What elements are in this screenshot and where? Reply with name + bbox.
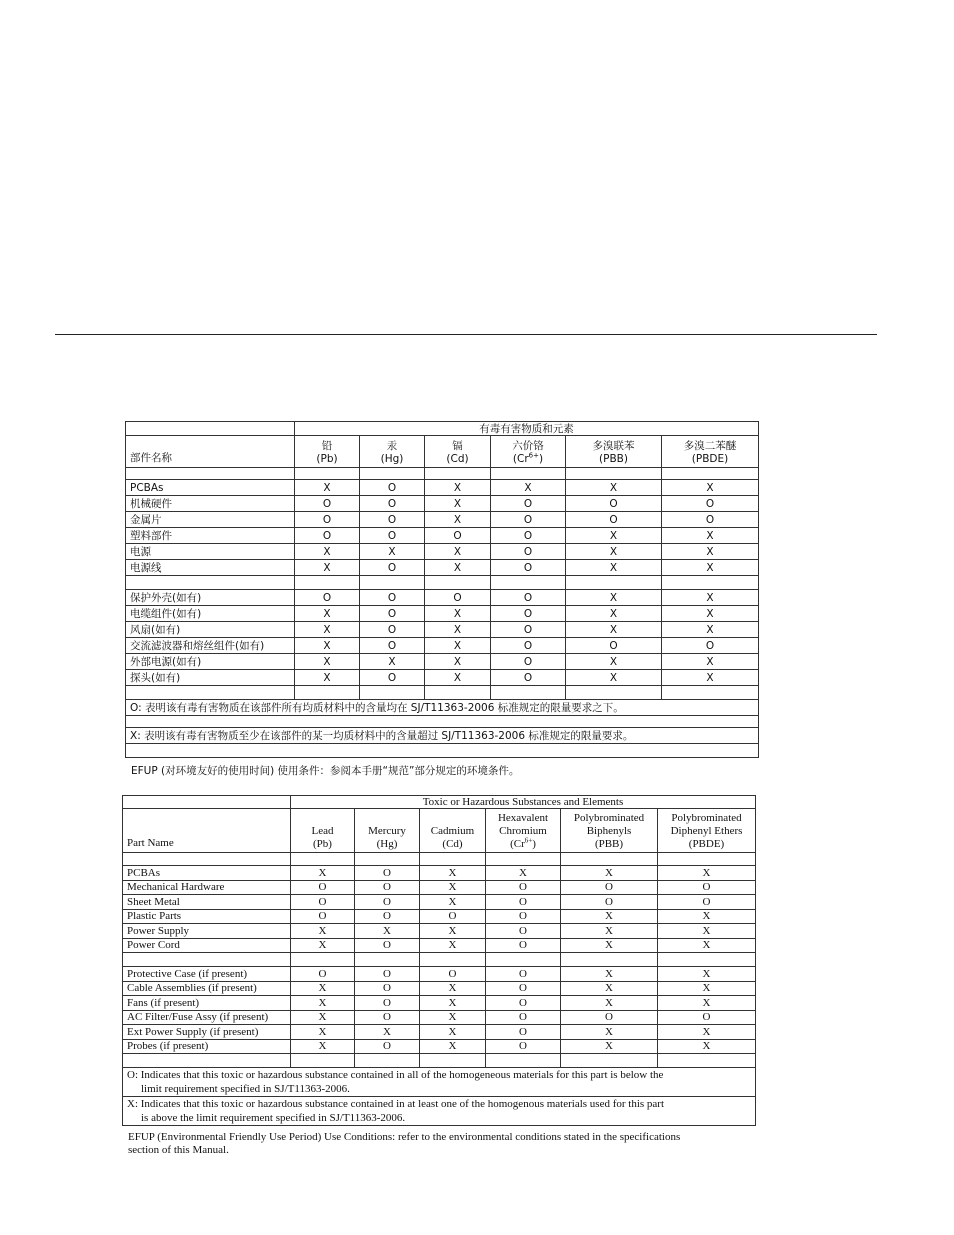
substance-value-cell: X [561, 1039, 658, 1054]
efup-note-chinese: EFUP (对环境友好的使用时间) 使用条件：参阅本手册“规范”部分规定的环境条件。 [131, 765, 520, 777]
substance-value-cell: X [662, 590, 759, 606]
substance-value-cell: O [360, 496, 425, 512]
substance-value-cell: X [566, 606, 662, 622]
corner-cell [126, 422, 295, 436]
substance-value-cell: O [291, 895, 355, 910]
substance-value-cell: O [360, 590, 425, 606]
part-name-cell: 电源 [126, 544, 295, 560]
substance-value-cell: O [561, 895, 658, 910]
substance-value-cell: O [295, 528, 360, 544]
substance-value-cell: O [425, 528, 491, 544]
substance-value-cell: X [662, 654, 759, 670]
table-row [123, 981, 756, 996]
note-x: X: Indicates that this toxic or hazardous substance contained in at least one of the homogenous materials used for this part is above the limit requirement specified in SJ/T11363-2006. [123, 1097, 756, 1126]
substance-value-cell: X [566, 590, 662, 606]
substance-value-cell: O [360, 560, 425, 576]
note-o: O: 表明该有毒有害物质在该部件所有均质材料中的含量均在 SJ/T11363-2006 标准规定的限量要求之下。 [126, 700, 759, 716]
part-name-cell: 探头(如有) [126, 670, 295, 686]
substance-value-cell: O [355, 866, 420, 881]
substance-value-cell: X [295, 654, 360, 670]
substance-value-cell: O [491, 638, 566, 654]
table-row [126, 512, 759, 528]
substance-value-cell: X [360, 544, 425, 560]
table-row [126, 544, 759, 560]
substance-value-cell: X [295, 544, 360, 560]
table-row [126, 638, 759, 654]
substance-value-cell: O [360, 528, 425, 544]
part-name-cell: 机械硬件 [126, 496, 295, 512]
substance-value-cell: O [491, 512, 566, 528]
substance-value-cell: X [420, 981, 486, 996]
column-header-pbb: 多溴联苯 (PBB) [566, 436, 662, 468]
substance-value-cell: X [420, 996, 486, 1011]
table-row [123, 880, 756, 895]
corner-cell [123, 796, 291, 809]
substance-value-cell: X [658, 909, 756, 924]
substance-value-cell: X [662, 480, 759, 496]
part-name-cell: 交流滤波器和熔丝组件(如有) [126, 638, 295, 654]
substance-value-cell: O [291, 967, 355, 982]
table-row [123, 895, 756, 910]
substance-value-cell: O [355, 1010, 420, 1025]
part-name-cell: 塑料部件 [126, 528, 295, 544]
spacer-row [126, 744, 759, 758]
substance-value-cell: O [561, 1010, 658, 1025]
substance-value-cell: O [295, 590, 360, 606]
part-name-cell: 电缆组件(如有) [126, 606, 295, 622]
spacer-row [126, 468, 759, 480]
substance-value-cell: O [658, 895, 756, 910]
substance-value-cell: X [566, 480, 662, 496]
substance-value-cell: O [360, 512, 425, 528]
substance-value-cell: X [291, 996, 355, 1011]
substance-value-cell: X [662, 622, 759, 638]
substance-value-cell: X [291, 1039, 355, 1054]
column-header-lead: Lead (Pb) [291, 809, 355, 853]
spacer-row [123, 953, 756, 967]
substance-value-cell: X [662, 606, 759, 622]
part-name-cell: Sheet Metal [123, 895, 291, 910]
substance-value-cell: X [561, 866, 658, 881]
substance-value-cell: X [658, 1025, 756, 1040]
substance-value-cell: X [486, 866, 561, 881]
table-row [126, 528, 759, 544]
substance-value-cell: X [420, 1010, 486, 1025]
substance-value-cell: X [295, 560, 360, 576]
substance-value-cell: X [420, 895, 486, 910]
table-row [126, 654, 759, 670]
substance-value-cell: X [658, 866, 756, 881]
substance-value-cell: X [658, 1039, 756, 1054]
substance-value-cell: X [420, 880, 486, 895]
substance-value-cell: X [420, 1025, 486, 1040]
column-header-pbde: Polybrominated Diphenyl Ethers (PBDE) [658, 809, 756, 853]
table-row [126, 590, 759, 606]
part-name-cell: 金属片 [126, 512, 295, 528]
substance-value-cell: X [561, 909, 658, 924]
substance-value-cell: X [425, 606, 491, 622]
rohs-table-english [122, 795, 756, 1126]
substance-value-cell: X [295, 670, 360, 686]
part-name-cell: 风扇(如有) [126, 622, 295, 638]
substance-value-cell: X [561, 1025, 658, 1040]
substance-value-cell: O [295, 496, 360, 512]
part-name-cell: PCBAs [126, 480, 295, 496]
table-row [123, 1025, 756, 1040]
part-name-cell: 电源线 [126, 560, 295, 576]
substance-value-cell: O [491, 670, 566, 686]
substance-value-cell: X [291, 866, 355, 881]
substance-value-cell: O [662, 512, 759, 528]
substance-value-cell: X [658, 938, 756, 953]
substance-value-cell: O [486, 1025, 561, 1040]
substance-value-cell: O [491, 654, 566, 670]
substance-value-cell: O [355, 938, 420, 953]
part-name-cell: Probes (if present) [123, 1039, 291, 1054]
table-row [123, 866, 756, 881]
substance-value-cell: X [355, 1025, 420, 1040]
substance-value-cell: X [561, 938, 658, 953]
substance-value-cell: O [355, 967, 420, 982]
substance-value-cell: X [561, 924, 658, 939]
table-row [126, 606, 759, 622]
substance-value-cell: O [491, 544, 566, 560]
part-name-cell: Protective Case (if present) [123, 967, 291, 982]
substance-value-cell: X [295, 606, 360, 622]
substance-value-cell: X [658, 967, 756, 982]
part-name-cell: Power Cord [123, 938, 291, 953]
column-header-pb: 铅 (Pb) [295, 436, 360, 468]
substance-value-cell: O [291, 880, 355, 895]
substance-value-cell: O [295, 512, 360, 528]
substance-value-cell: X [420, 866, 486, 881]
column-header-mercury: Mercury (Hg) [355, 809, 420, 853]
efup-note-english: EFUP (Environmental Friendly Use Period) Use Conditions: refer to the environmental conditions stated in the specifications section of this Manual. [128, 1131, 681, 1156]
substance-value-cell: X [662, 528, 759, 544]
substance-value-cell: X [355, 924, 420, 939]
substance-value-cell: X [291, 924, 355, 939]
part-name-cell: Mechanical Hardware [123, 880, 291, 895]
table-row [126, 670, 759, 686]
substance-value-cell: O [360, 606, 425, 622]
column-header-chromium: Hexavalent Chromium $(Cr^{6+})$ [486, 809, 561, 853]
table-row [123, 924, 756, 939]
substance-value-cell: O [491, 560, 566, 576]
group-header: 有毒有害物质和元素 [295, 422, 759, 436]
column-header-cadmium: Cadmium (Cd) [420, 809, 486, 853]
substance-value-cell: O [486, 981, 561, 996]
substance-value-cell: X [566, 528, 662, 544]
substance-value-cell: O [491, 590, 566, 606]
substance-value-cell: X [658, 996, 756, 1011]
substance-value-cell: O [355, 880, 420, 895]
substance-value-cell: X [566, 560, 662, 576]
substance-value-cell: O [486, 880, 561, 895]
substance-value-cell: O [486, 909, 561, 924]
substance-value-cell: X [291, 981, 355, 996]
column-header-pbde: 多溴二苯醚 (PBDE) [662, 436, 759, 468]
substance-value-cell: X [658, 924, 756, 939]
column-header-cd: 镉 (Cd) [425, 436, 491, 468]
substance-value-cell: O [360, 670, 425, 686]
substance-value-cell: X [291, 1010, 355, 1025]
part-name-cell: PCBAs [123, 866, 291, 881]
substance-value-cell: X [566, 670, 662, 686]
substance-value-cell: O [561, 880, 658, 895]
substance-value-cell: X [662, 560, 759, 576]
substance-value-cell: X [566, 622, 662, 638]
substance-value-cell: X [561, 967, 658, 982]
substance-value-cell: X [566, 654, 662, 670]
substance-value-cell: X [425, 480, 491, 496]
substance-value-cell: X [425, 560, 491, 576]
part-name-cell: Power Supply [123, 924, 291, 939]
column-header-pbb: Polybrominated Biphenyls (PBB) [561, 809, 658, 853]
part-name-header: 部件名称 [126, 436, 295, 468]
spacer-row [126, 576, 759, 590]
substance-value-cell: O [420, 909, 486, 924]
substance-value-cell: O [486, 895, 561, 910]
substance-value-cell: X [425, 512, 491, 528]
table-row [123, 938, 756, 953]
substance-value-cell: X [295, 622, 360, 638]
substance-value-cell: X [561, 996, 658, 1011]
substance-value-cell: O [355, 1039, 420, 1054]
part-name-cell: Ext Power Supply (if present) [123, 1025, 291, 1040]
substance-value-cell: X [425, 622, 491, 638]
substance-value-cell: X [420, 924, 486, 939]
substance-value-cell: X [662, 670, 759, 686]
part-name-cell: Cable Assemblies (if present) [123, 981, 291, 996]
table-row [126, 622, 759, 638]
part-name-cell: 保护外壳(如有) [126, 590, 295, 606]
table-row [123, 996, 756, 1011]
table-row [123, 1039, 756, 1054]
substance-value-cell: X [420, 1039, 486, 1054]
substance-value-cell: X [295, 638, 360, 654]
substance-value-cell: O [566, 638, 662, 654]
column-header-hg: 汞 (Hg) [360, 436, 425, 468]
substance-value-cell: X [662, 544, 759, 560]
substance-value-cell: O [491, 496, 566, 512]
substance-value-cell: X [425, 544, 491, 560]
substance-value-cell: O [425, 590, 491, 606]
substance-value-cell: X [566, 544, 662, 560]
substance-value-cell: O [662, 496, 759, 512]
note-o: O: Indicates that this toxic or hazardous substance contained in all of the homogeneous materials for this part is below the limit requirement specified in SJ/T11363-2006. [123, 1068, 756, 1097]
substance-value-cell: X [420, 938, 486, 953]
substance-value-cell: X [291, 938, 355, 953]
substance-value-cell: X [425, 670, 491, 686]
substance-value-cell: O [355, 895, 420, 910]
substance-value-cell: O [491, 528, 566, 544]
part-name-cell: 外部电源(如有) [126, 654, 295, 670]
table-row [123, 967, 756, 982]
substance-value-cell: O [360, 480, 425, 496]
table-row [126, 480, 759, 496]
substance-value-cell: X [491, 480, 566, 496]
substance-value-cell: O [658, 880, 756, 895]
horizontal-rule [55, 334, 877, 335]
substance-value-cell: O [491, 606, 566, 622]
substance-value-cell: O [566, 496, 662, 512]
substance-value-cell: X [561, 981, 658, 996]
substance-value-cell: O [491, 622, 566, 638]
substance-value-cell: O [486, 1039, 561, 1054]
note-x: X: 表明该有毒有害物质至少在该部件的某一均质材料中的含量超过 SJ/T11363-2006 标准规定的限量要求。 [126, 728, 759, 744]
table-row [126, 560, 759, 576]
spacer-row [126, 716, 759, 728]
substance-value-cell: X [295, 480, 360, 496]
substance-value-cell: O [355, 981, 420, 996]
substance-value-cell: O [486, 924, 561, 939]
substance-value-cell: X [425, 654, 491, 670]
substance-value-cell: O [486, 967, 561, 982]
part-name-cell: Plastic Parts [123, 909, 291, 924]
part-name-header: Part Name [123, 809, 291, 853]
substance-value-cell: O [486, 1010, 561, 1025]
spacer-row [123, 1054, 756, 1068]
table-row [126, 496, 759, 512]
substance-value-cell: O [486, 996, 561, 1011]
substance-value-cell: O [662, 638, 759, 654]
substance-value-cell: O [360, 638, 425, 654]
part-name-cell: Fans (if present) [123, 996, 291, 1011]
spacer-row [126, 686, 759, 700]
substance-value-cell: O [291, 909, 355, 924]
table-row [123, 1010, 756, 1025]
group-header: Toxic or Hazardous Substances and Elements [291, 796, 756, 809]
rohs-table-chinese [125, 421, 759, 758]
substance-value-cell: O [658, 1010, 756, 1025]
part-name-cell: AC Filter/Fuse Assy (if present) [123, 1010, 291, 1025]
substance-value-cell: O [360, 622, 425, 638]
spacer-row [123, 853, 756, 866]
table-row [123, 909, 756, 924]
substance-value-cell: O [566, 512, 662, 528]
substance-value-cell: X [360, 654, 425, 670]
substance-value-cell: X [291, 1025, 355, 1040]
substance-value-cell: O [355, 909, 420, 924]
substance-value-cell: X [425, 496, 491, 512]
substance-value-cell: O [355, 996, 420, 1011]
column-header-cr6: 六价铬 $(Cr^{6+})$ [491, 436, 566, 468]
substance-value-cell: O [420, 967, 486, 982]
substance-value-cell: O [486, 938, 561, 953]
substance-value-cell: X [425, 638, 491, 654]
substance-value-cell: X [658, 981, 756, 996]
